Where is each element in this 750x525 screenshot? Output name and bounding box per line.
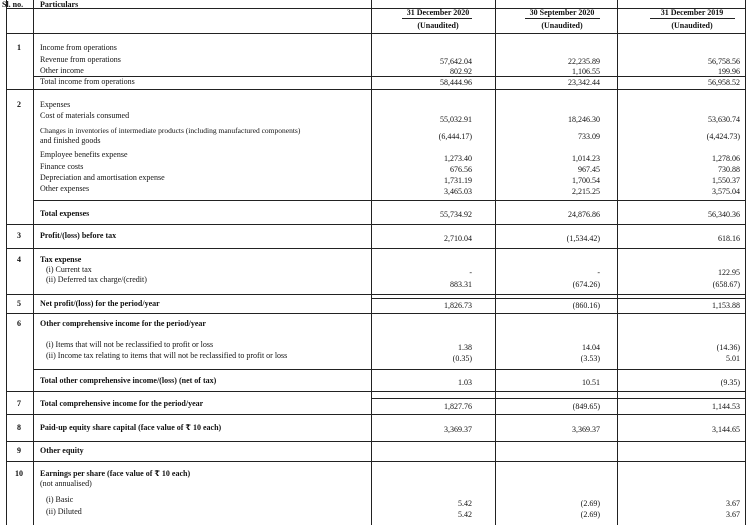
value-cell: - — [469, 268, 472, 277]
value-cell: 5.42 — [458, 499, 472, 508]
row-number: 3 — [17, 231, 21, 240]
value-cell: 56,758.56 — [708, 57, 740, 66]
value-cell: 730.88 — [718, 165, 740, 174]
value-cell: 733.09 — [578, 132, 600, 141]
row-label: Earnings per share (face value of ₹ 10 each) — [40, 469, 191, 478]
row-rule — [34, 76, 745, 77]
value-cell: 1,153.88 — [712, 301, 740, 310]
row-label: Finance costs — [40, 162, 84, 171]
value-cell: 3.67 — [726, 499, 740, 508]
row-rule — [6, 248, 746, 249]
value-cell: 1,827.76 — [444, 402, 472, 411]
row-rule — [6, 89, 746, 90]
table-border-left — [6, 0, 7, 525]
value-cell: 3,575.04 — [712, 187, 740, 196]
value-cell: 618.16 — [718, 234, 740, 243]
value-cell: - — [597, 268, 600, 277]
value-cell: 122.95 — [718, 268, 740, 277]
row-label: Total income from operations — [40, 77, 135, 86]
row-rule — [6, 224, 746, 225]
row-label: (not annualised) — [40, 479, 92, 488]
value-cell: 53,630.74 — [708, 115, 740, 124]
row-label: Total other comprehensive income/(loss) (net of tax) — [40, 376, 217, 385]
row-label: and finished goods — [40, 136, 101, 145]
row-label: Employee benefits expense — [40, 150, 128, 159]
row-label: Changes in inventories of intermediate products (including manufactured components) — [40, 126, 301, 135]
row-number: 6 — [17, 319, 21, 328]
row-label: (i) Current tax — [46, 265, 92, 274]
table-border-right — [745, 0, 746, 525]
value-cell: 3,369.37 — [444, 425, 472, 434]
value-cell: (14.36) — [716, 343, 740, 352]
value-cell: 23,342.44 — [568, 78, 600, 87]
value-cell: 2,215.25 — [572, 187, 600, 196]
value-cell: 57,642.04 — [440, 57, 472, 66]
header-col1-date: 31 December 2020 — [406, 8, 470, 17]
header-particulars: Particulars — [40, 0, 79, 9]
row-number: 4 — [17, 255, 21, 264]
value-cell: (9.35) — [720, 378, 740, 387]
value-cell: 55,734.92 — [440, 210, 472, 219]
value-cell: 3,144.65 — [712, 425, 740, 434]
row-label: (i) Basic — [46, 495, 74, 504]
value-cell: 1,731.19 — [444, 176, 472, 185]
row-number: 5 — [17, 299, 21, 308]
row-label: Total comprehensive income for the period/year — [40, 399, 204, 408]
value-cell: (860.16) — [572, 301, 600, 310]
row-label: (ii) Income tax relating to items that will not be reclassified to profit or loss — [46, 351, 288, 360]
value-cell: (1,534.42) — [566, 234, 600, 243]
value-cell: 3,369.37 — [572, 425, 600, 434]
row-rule — [34, 369, 745, 370]
row-label: Other expenses — [40, 184, 90, 193]
row-rule — [372, 398, 745, 399]
row-label: (i) Items that will not be reclassified to profit or loss — [46, 340, 214, 349]
value-cell: 199.96 — [718, 67, 740, 76]
value-cell: 3,465.03 — [444, 187, 472, 196]
value-cell: 22,235.89 — [568, 57, 600, 66]
value-cell: (3.53) — [580, 354, 600, 363]
value-cell: 24,876.86 — [568, 210, 600, 219]
value-cell: 1,273.40 — [444, 154, 472, 163]
header-rule — [402, 18, 472, 19]
row-label: Tax expense — [40, 255, 82, 264]
value-cell: 5.42 — [458, 510, 472, 519]
row-label: Expenses — [40, 100, 71, 109]
value-cell: (4,424.73) — [706, 132, 740, 141]
header-col3-status: (Unaudited) — [671, 21, 713, 30]
row-label: Revenue from operations — [40, 55, 121, 64]
row-number: 8 — [17, 423, 21, 432]
header-rule — [525, 18, 600, 19]
value-cell: (0.35) — [452, 354, 472, 363]
row-number: 7 — [17, 399, 21, 408]
value-cell: (2.69) — [580, 510, 600, 519]
row-number: 1 — [17, 43, 21, 52]
value-cell: 3.67 — [726, 510, 740, 519]
row-label: Other comprehensive income for the period/year — [40, 319, 206, 328]
value-cell: 802.92 — [450, 67, 472, 76]
row-label: (ii) Deferred tax charge/(credit) — [46, 275, 147, 284]
value-cell: (849.65) — [572, 402, 600, 411]
value-cell: 967.45 — [578, 165, 600, 174]
row-label: (ii) Diluted — [46, 507, 82, 516]
value-cell: 18,246.30 — [568, 115, 600, 124]
row-label: Depreciation and amortisation expense — [40, 173, 165, 182]
row-label: Paid-up equity share capital (face value of ₹ 10 each) — [40, 423, 222, 432]
header-col3-date: 31 December 2019 — [660, 8, 724, 17]
header-rule — [650, 18, 735, 19]
row-label: Other income — [40, 66, 84, 75]
value-cell: (2.69) — [580, 499, 600, 508]
value-cell: 56,958.52 — [708, 78, 740, 87]
value-cell: 5.01 — [726, 354, 740, 363]
value-cell: 56,340.36 — [708, 210, 740, 219]
column-divider — [33, 0, 34, 525]
header-rule — [6, 8, 746, 9]
row-rule — [6, 461, 746, 462]
value-cell: 1,144.53 — [712, 402, 740, 411]
value-cell: (674.26) — [572, 280, 600, 289]
row-label: Cost of materials consumed — [40, 111, 130, 120]
row-rule — [6, 414, 746, 415]
row-rule — [34, 200, 745, 201]
value-cell: 14.04 — [582, 343, 600, 352]
header-col1-status: (Unaudited) — [417, 21, 459, 30]
row-label: Other equity — [40, 446, 84, 455]
value-cell: 55,032.91 — [440, 115, 472, 124]
row-label: Net profit/(loss) for the period/year — [40, 299, 160, 308]
value-cell: 58,444.96 — [440, 78, 472, 87]
header-rule — [6, 33, 746, 34]
row-label: Total expenses — [40, 209, 90, 218]
value-cell: (658.67) — [712, 280, 740, 289]
value-cell: 1.38 — [458, 343, 472, 352]
value-cell: 1,550.37 — [712, 176, 740, 185]
row-rule — [6, 313, 746, 314]
row-number: 9 — [17, 446, 21, 455]
value-cell: 1,014.23 — [572, 154, 600, 163]
row-label: Income from operations — [40, 43, 117, 52]
header-col2-status: (Unaudited) — [541, 21, 583, 30]
value-cell: 1.03 — [458, 378, 472, 387]
value-cell: 676.56 — [450, 165, 472, 174]
value-cell: (6,444.17) — [438, 132, 472, 141]
row-rule — [6, 441, 746, 442]
header-sl-no: Sl. no. — [2, 0, 24, 9]
column-divider — [617, 0, 618, 525]
value-cell: 1,106.55 — [572, 67, 600, 76]
value-cell: 883.31 — [450, 280, 472, 289]
header-col2-date: 30 September 2020 — [529, 8, 595, 17]
row-number: 2 — [17, 100, 21, 109]
value-cell: 1,700.54 — [572, 176, 600, 185]
value-cell: 10.51 — [582, 378, 600, 387]
value-cell: 1,826.73 — [444, 301, 472, 310]
value-cell: 1,278.06 — [712, 154, 740, 163]
row-number: 10 — [15, 469, 23, 478]
row-rule — [372, 298, 745, 299]
value-cell: 2,710.04 — [444, 234, 472, 243]
column-divider — [495, 0, 496, 525]
row-label: Profit/(loss) before tax — [40, 231, 117, 240]
row-rule — [6, 391, 746, 392]
row-rule — [6, 294, 746, 295]
